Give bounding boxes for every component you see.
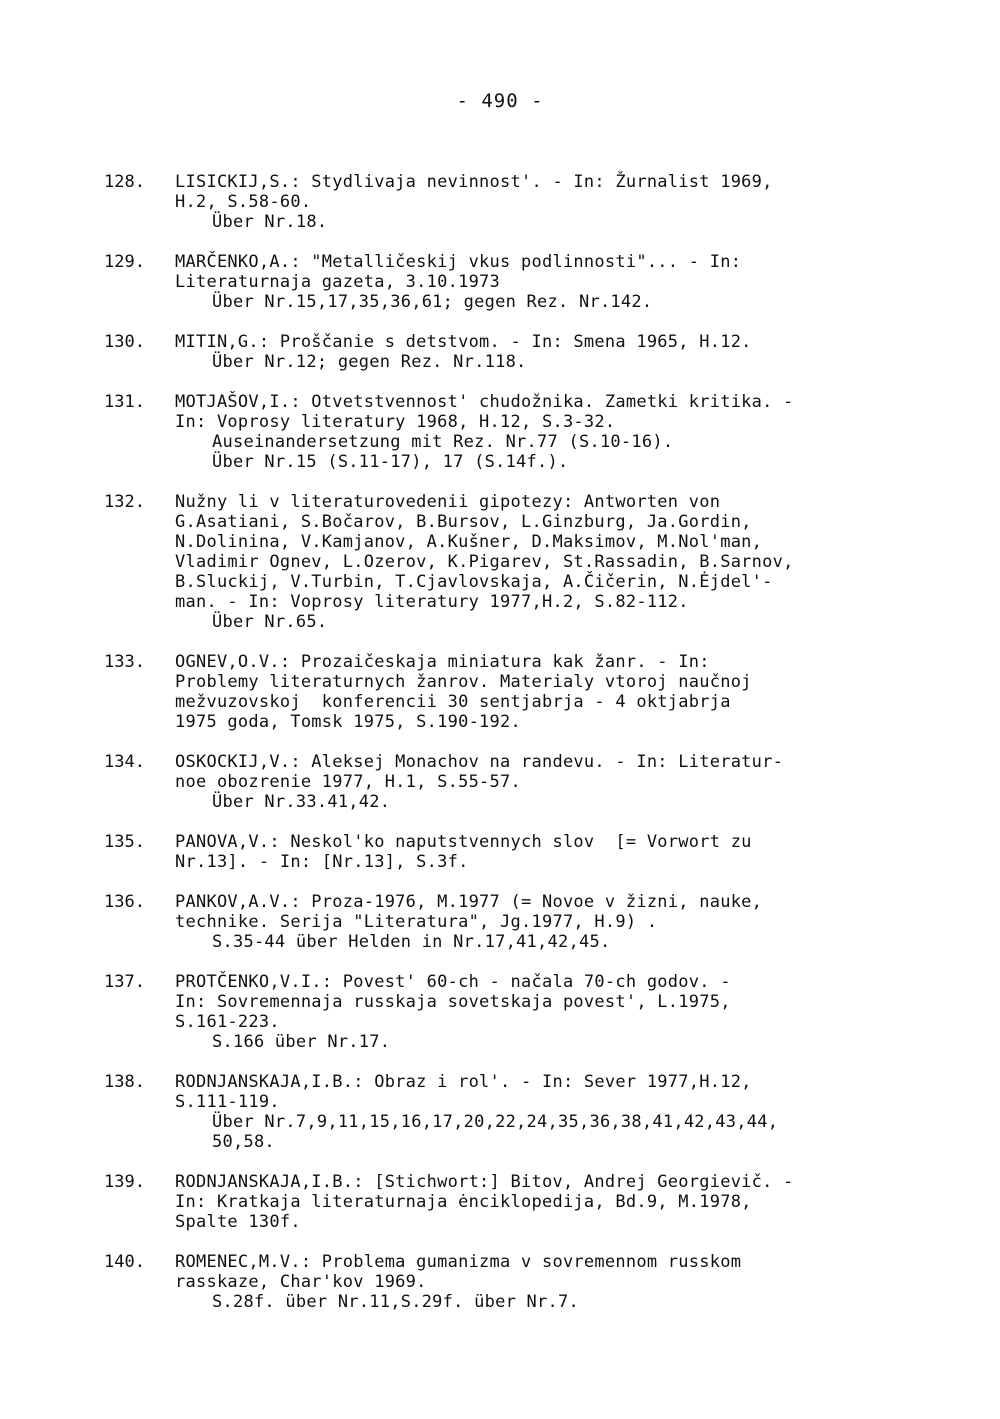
entry-citation-line: PANKOV,A.V.: Proza-1976, M.1977 (= Novoe v žizni, nauke, [175, 892, 763, 912]
bibliography-entry [0, 1252, 1000, 1312]
entry-citation-line: ROMENEC,M.V.: Problema gumanizma v sovremennom russkom [175, 1252, 742, 1272]
entry-number: 138. [104, 1072, 145, 1092]
bibliography-entry [0, 752, 1000, 812]
entry-text [175, 652, 875, 732]
entry-citation-line: OGNEV,O.V.: Prozaičeskaja miniatura kak žanr. - In: [175, 652, 710, 672]
entry-note-line: Über Nr.7,9,11,15,16,17,20,22,24,35,36,38,41,42,43,44, [212, 1112, 779, 1132]
entry-citation-line: mežvuzovskoj konferencii 30 sentjabrja - 4 oktjabrja [175, 692, 731, 712]
entry-citation-line: MITIN,G.: Proščanie s detstvom. - In: Smena 1965, H.12. [175, 332, 752, 352]
entry-number: 137. [104, 972, 145, 992]
entry-text [175, 1172, 875, 1232]
entry-number: 129. [104, 252, 145, 272]
entry-text [175, 972, 875, 1052]
bibliography-entry [0, 252, 1000, 312]
entry-citation-line: noe obozrenie 1977, H.1, S.55-57. [175, 772, 522, 792]
entry-citation-line: OSKOCKIJ,V.: Aleksej Monachov na randevu. - In: Literatur- [175, 752, 784, 772]
entry-citation-line: In: Sovremennaja russkaja sovetskaja povest', L.1975, [175, 992, 731, 1012]
entry-number: 130. [104, 332, 145, 352]
entry-citation-line: H.2, S.58-60. [175, 192, 312, 212]
entry-number: 136. [104, 892, 145, 912]
bibliography-entry [0, 652, 1000, 732]
entry-number: 128. [104, 172, 145, 192]
entry-number: 134. [104, 752, 145, 772]
bibliography-entry [0, 892, 1000, 952]
entry-text [175, 392, 875, 472]
entry-number: 132. [104, 492, 145, 512]
entry-number: 131. [104, 392, 145, 412]
entry-note-line: Über Nr.15 (S.11-17), 17 (S.14f.). [212, 452, 569, 472]
entry-citation-line: RODNJANSKAJA,I.B.: [Stichwort:] Bitov, Andrej Georgievič. - [175, 1172, 794, 1192]
entry-note-line: Über Nr.12; gegen Rez. Nr.118. [212, 352, 527, 372]
entry-citation-line: G.Asatiani, S.Bočarov, B.Bursov, L.Ginzburg, Ja.Gordin, [175, 512, 752, 532]
entry-citation-line: In: Voprosy literatury 1968, H.12, S.3-32. [175, 412, 616, 432]
bibliography-list [0, 172, 1000, 1332]
entry-citation-line: MARČENKO,A.: "Metalličeskij vkus podlinnosti"... - In: [175, 252, 742, 272]
entry-citation-line: N.Dolinina, V.Kamjanov, A.Kušner, D.Maksimov, M.Nol'man, [175, 532, 763, 552]
entry-number: 135. [104, 832, 145, 852]
entry-citation-line: S.111-119. [175, 1092, 280, 1112]
entry-number: 139. [104, 1172, 145, 1192]
entry-citation-line: Problemy literaturnych žanrov. Materialy vtoroj naučnoj [175, 672, 752, 692]
entry-text [175, 832, 875, 872]
entry-text [175, 172, 875, 232]
bibliography-entry [0, 332, 1000, 372]
entry-citation-line: Spalte 130f. [175, 1212, 301, 1232]
entry-number: 140. [104, 1252, 145, 1272]
entry-note-line: Über Nr.18. [212, 212, 328, 232]
entry-citation-line: rasskaze, Char'kov 1969. [175, 1272, 427, 1292]
entry-note-line: S.166 über Nr.17. [212, 1032, 391, 1052]
entry-citation-line: Nužny li v literaturovedenii gipotezy: Antworten von [175, 492, 721, 512]
entry-citation-line: MOTJAŠOV,I.: Otvetstvennost' chudožnika. Zametki kritika. - [175, 392, 794, 412]
entry-text [175, 892, 875, 952]
bibliography-entry [0, 392, 1000, 472]
bibliography-entry [0, 972, 1000, 1052]
entry-citation-line: Vladimir Ognev, L.Ozerov, K.Pigarev, St.Rassadin, B.Sarnov, [175, 552, 794, 572]
entry-text [175, 332, 875, 372]
entry-note-line: Über Nr.33.41,42. [212, 792, 391, 812]
entry-citation-line: In: Kratkaja literaturnaja ėnciklopedija, Bd.9, M.1978, [175, 1192, 752, 1212]
bibliography-entry [0, 172, 1000, 232]
entry-text [175, 252, 875, 312]
entry-citation-line: S.161-223. [175, 1012, 280, 1032]
entry-note-line: S.28f. über Nr.11,S.29f. über Nr.7. [212, 1292, 579, 1312]
bibliography-entry [0, 492, 1000, 632]
entry-note-line: Auseinandersetzung mit Rez. Nr.77 (S.10-16). [212, 432, 674, 452]
entry-citation-line: RODNJANSKAJA,I.B.: Obraz i rol'. - In: Sever 1977,H.12, [175, 1072, 752, 1092]
entry-note-line: S.35-44 über Helden in Nr.17,41,42,45. [212, 932, 611, 952]
page-number: - 490 - [456, 90, 544, 112]
entry-citation-line: PROTČENKO,V.I.: Povest' 60-ch - načala 70-ch godov. - [175, 972, 731, 992]
entry-citation-line: B.Sluckij, V.Turbin, T.Cjavlovskaja, A.Čičerin, N.Ėjdel'- [175, 572, 773, 592]
entry-citation-line: man. - In: Voprosy literatury 1977,H.2, S.82-112. [175, 592, 689, 612]
entry-text [175, 752, 875, 812]
bibliography-entry [0, 832, 1000, 872]
entry-citation-line: technike. Serija "Literatura", Jg.1977, H.9) . [175, 912, 658, 932]
bibliography-entry [0, 1172, 1000, 1232]
entry-citation-line: LISICKIJ,S.: Stydlivaja nevinnost'. - In: Žurnalist 1969, [175, 172, 773, 192]
entry-citation-line: Nr.13]. - In: [Nr.13], S.3f. [175, 852, 469, 872]
entry-text [175, 1072, 875, 1152]
entry-note-line: 50,58. [212, 1132, 275, 1152]
entry-text [175, 1252, 875, 1312]
entry-citation-line: Literaturnaja gazeta, 3.10.1973 [175, 272, 501, 292]
entry-citation-line: 1975 goda, Tomsk 1975, S.190-192. [175, 712, 522, 732]
entry-note-line: Über Nr.15,17,35,36,61; gegen Rez. Nr.142. [212, 292, 653, 312]
bibliography-entry [0, 1072, 1000, 1152]
entry-text [175, 492, 875, 632]
entry-citation-line: PANOVA,V.: Neskol'ko naputstvennych slov [= Vorwort zu [175, 832, 752, 852]
entry-number: 133. [104, 652, 145, 672]
entry-note-line: Über Nr.65. [212, 612, 328, 632]
